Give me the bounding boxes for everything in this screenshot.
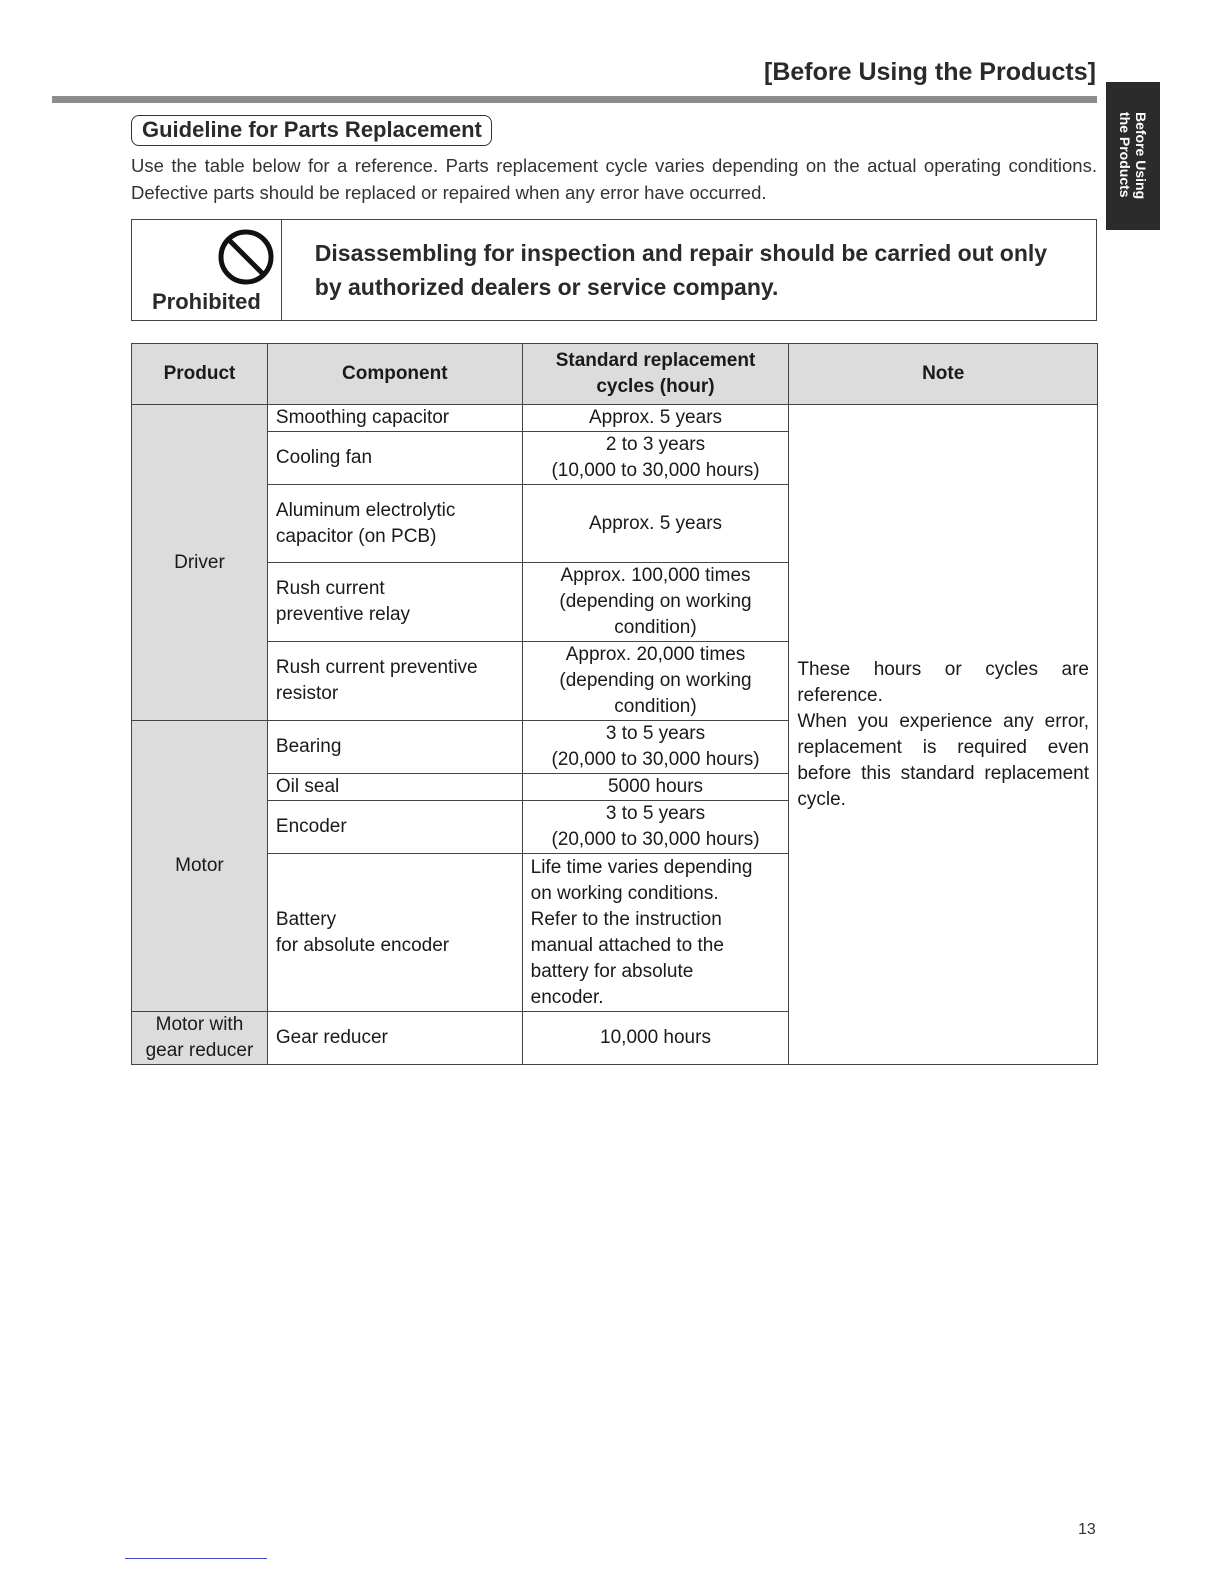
component-cell: Aluminum electrolytic capacitor (on PCB) [267, 485, 522, 563]
cycle-cell: 5000 hours [522, 774, 789, 801]
cycle-cell: 3 to 5 years (20,000 to 30,000 hours) [522, 801, 789, 854]
note-cell: These hours or cycles are reference. When you experience any error, replacement is required even before this standard replacement cycle. [789, 405, 1098, 1065]
prohibited-label: Prohibited [152, 289, 261, 314]
component-cell: Battery for absolute encoder [267, 854, 522, 1012]
component-cell: Rush current preventive relay [267, 563, 522, 642]
cycle-cell: Approx. 100,000 times (depending on working condition) [522, 563, 789, 642]
header-rule [52, 96, 1097, 103]
section-side-tab[interactable] [1106, 82, 1160, 230]
cycle-cell: 2 to 3 years (10,000 to 30,000 hours) [522, 432, 789, 485]
component-cell: Cooling fan [267, 432, 522, 485]
product-driver: Driver [132, 405, 268, 721]
warning-text: Disassembling for inspection and repair should be carried out only by authorized dealers or service company. [314, 240, 1048, 300]
prohibited-warning-box [131, 219, 1097, 321]
section-title: Guideline for Parts Replacement [131, 115, 492, 146]
cycle-cell: Approx. 20,000 times (depending on working condition) [522, 642, 789, 721]
table-header-row [132, 344, 1098, 405]
header-cycles [522, 344, 789, 405]
header-cycles-text: Standard replacement cycles (hour) [555, 350, 756, 397]
parts-replacement-table [131, 343, 1098, 1065]
product-motor: Motor [132, 721, 268, 1012]
component-cell: Rush current preventive resistor [267, 642, 522, 721]
component-cell: Gear reducer [267, 1012, 522, 1065]
cycle-cell: Approx. 5 years [522, 405, 789, 432]
page-number: 13 [1078, 1521, 1096, 1538]
page-header-title: [Before Using the Products] [764, 58, 1096, 86]
component-cell: Oil seal [267, 774, 522, 801]
component-cell: Encoder [267, 801, 522, 854]
header-note: Note [789, 344, 1098, 405]
footer-link-underline[interactable] [125, 1558, 267, 1559]
cycle-cell: 3 to 5 years (20,000 to 30,000 hours) [522, 721, 789, 774]
header-product: Product [132, 344, 268, 405]
cycle-cell: Approx. 5 years [522, 485, 789, 563]
product-motor-gear-reducer: Motor with gear reducer [132, 1012, 268, 1065]
side-tab-label: Before Using the Products [1117, 112, 1149, 200]
component-cell: Smoothing capacitor [267, 405, 522, 432]
table-row [132, 405, 1098, 432]
cycle-cell: Life time varies depending on working conditions. Refer to the instruction manual attached to the battery for absolute encoder. [522, 854, 789, 1012]
intro-paragraph: Use the table below for a reference. Parts replacement cycle varies depending on the actual operating conditions. Defective parts should be replaced or repaired when any error have occurred. [131, 155, 1097, 203]
cycle-cell: 10,000 hours [522, 1012, 789, 1065]
component-cell: Bearing [267, 721, 522, 774]
prohibited-icon [216, 227, 276, 287]
warning-icon-cell [132, 220, 282, 320]
header-component: Component [267, 344, 522, 405]
